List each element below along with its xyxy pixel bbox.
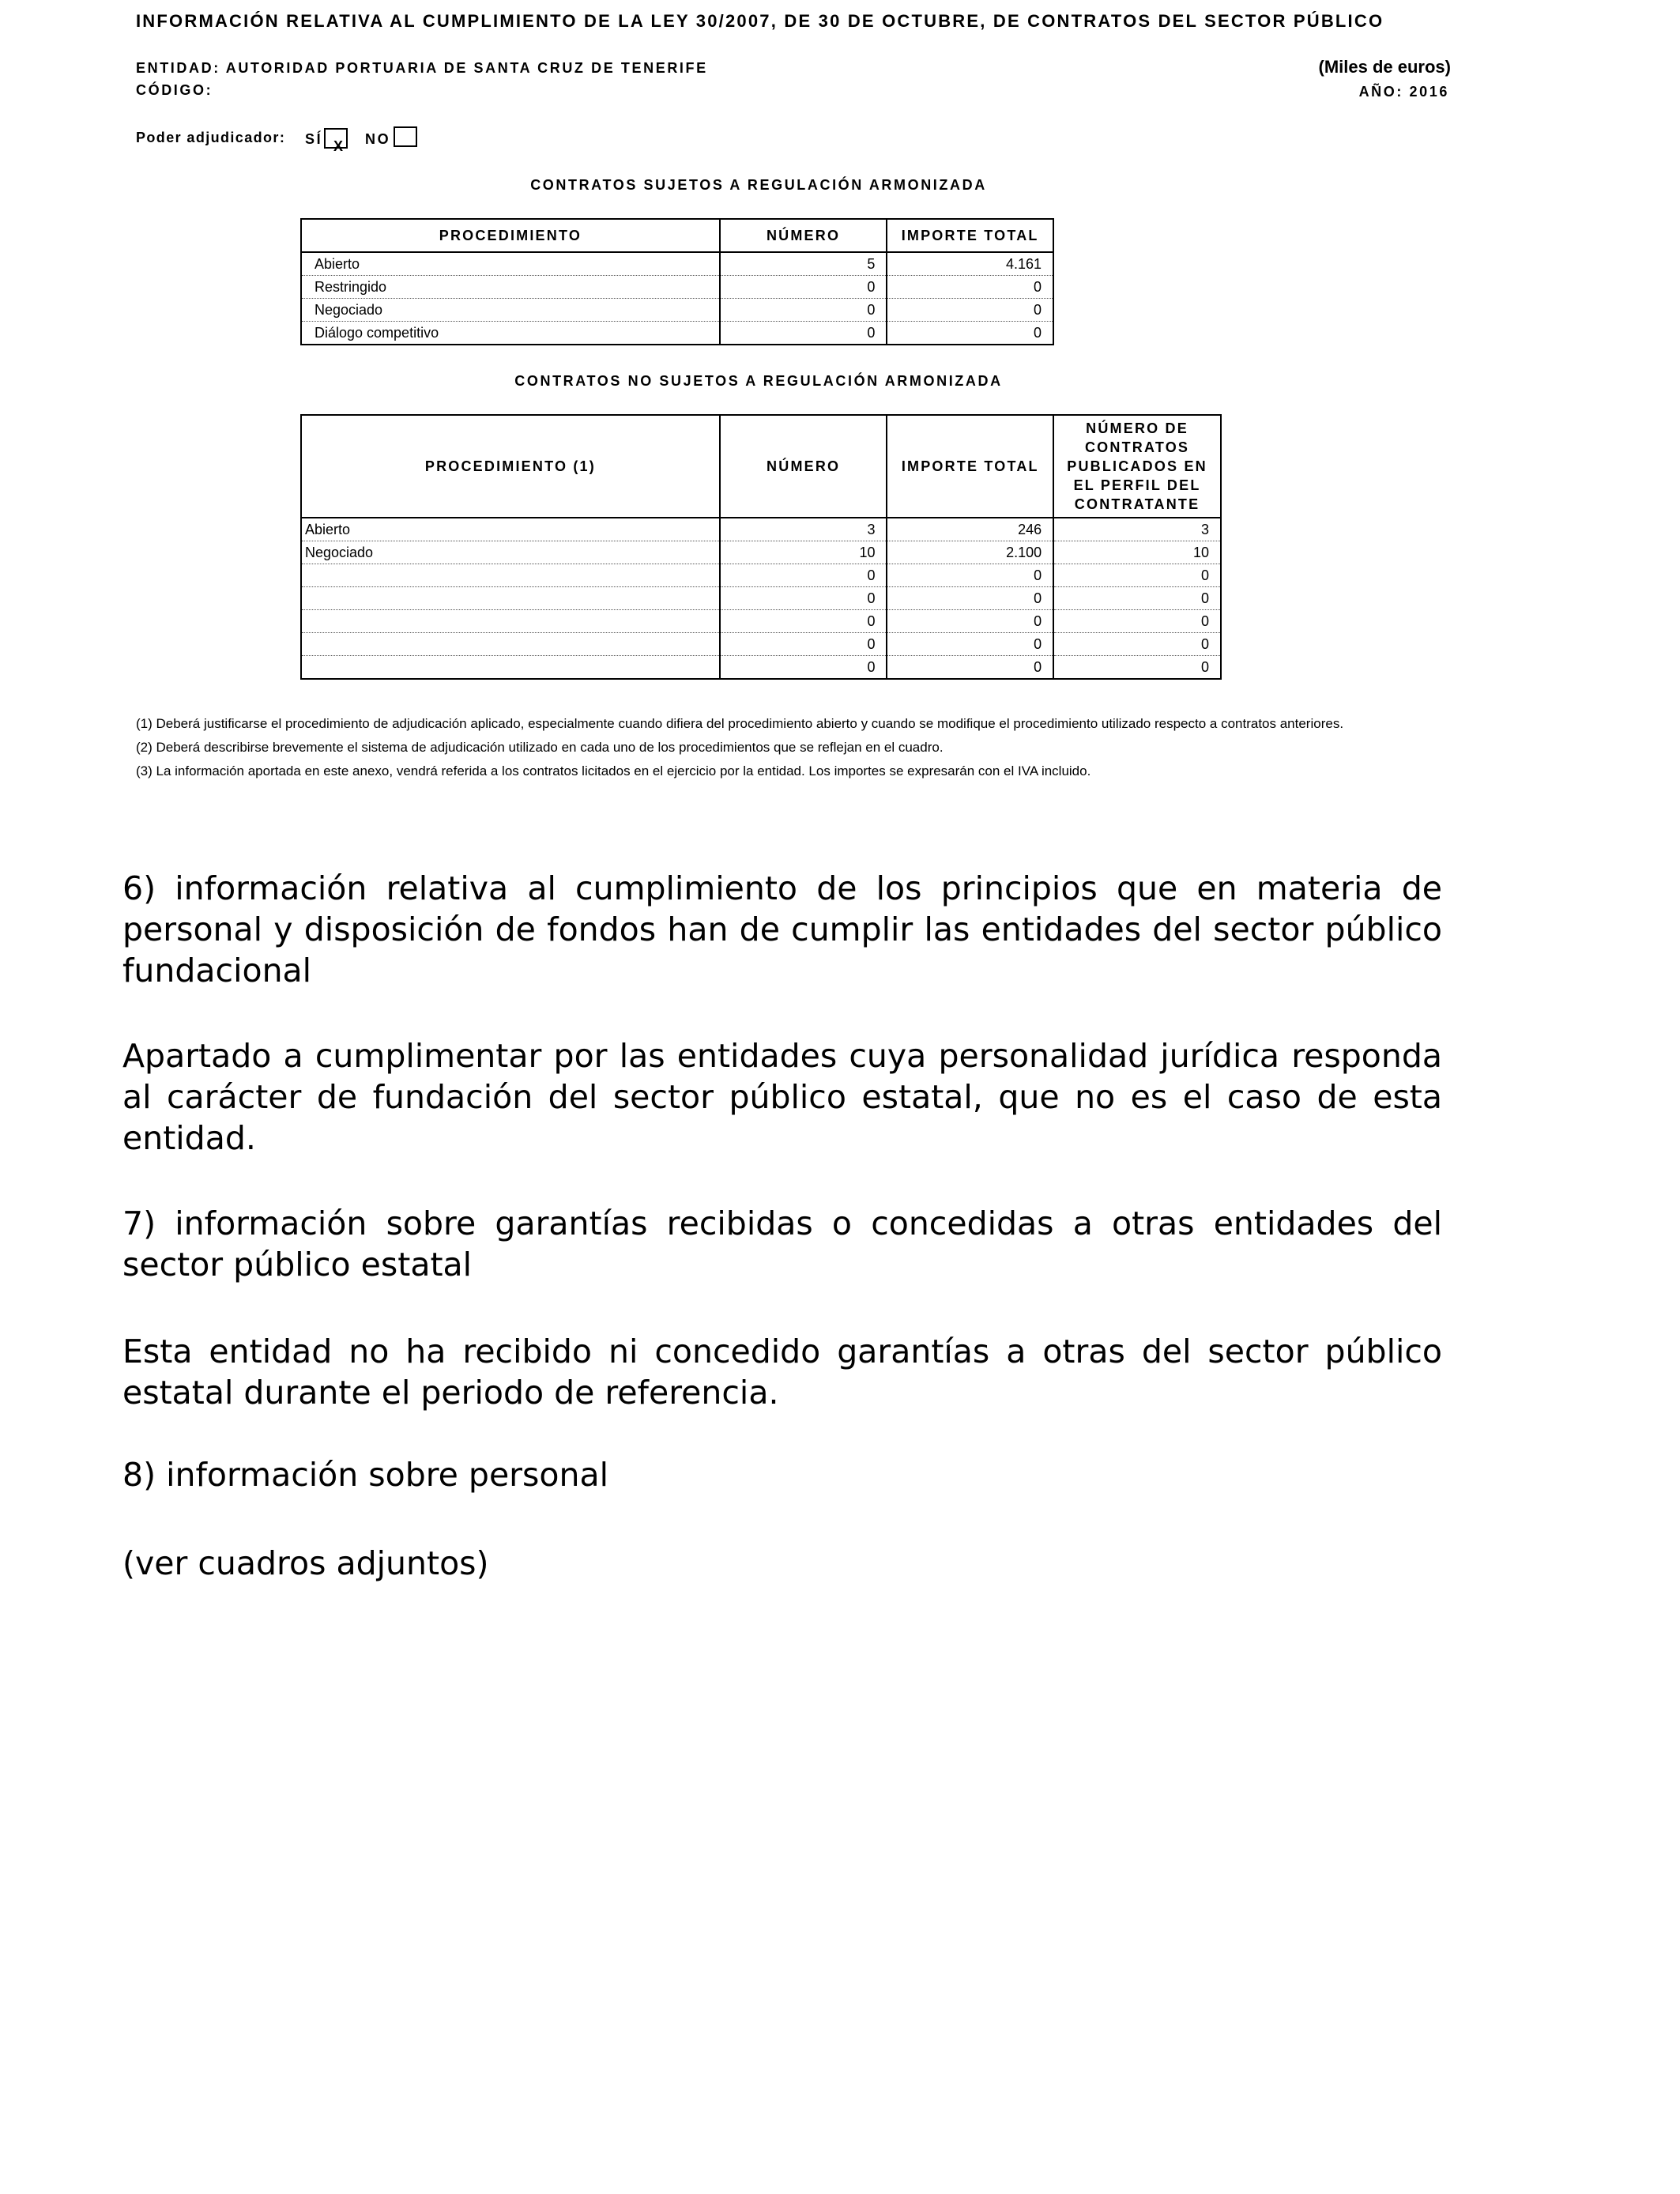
checkmark-icon: X [333,138,344,154]
cell-importe: 0 [887,587,1053,610]
section-6-heading: 6) información relativa al cumplimiento de los principios que en materia de personal y disposición de fondos han de cumplir las entidades del sector público fundacional [122,869,1442,990]
cell-numero: 0 [720,633,887,656]
year-label: AÑO: 2016 [1358,84,1449,100]
cell-importe: 2.100 [887,541,1053,564]
cell-procedimiento [301,633,720,656]
table-row [301,276,1053,299]
cell-numero: 0 [720,656,887,680]
footnote-3: (3) La información aportada en este anexo, vendrá referida a los contratos licitados en el ejercicio por la entidad. Los importes se expresarán con el IVA incluido. [136,763,1091,778]
cell-procedimiento: Negociado [301,541,720,564]
cell-importe: 0 [887,322,1053,345]
cell-importe: 0 [887,276,1053,299]
table-row [301,518,1221,541]
section-7-heading: 7) información sobre garantías recibidas o concedidas a otras entidades del sector público estatal [122,1204,1442,1284]
cell-perfil: 0 [1053,633,1221,656]
col-procedimiento: PROCEDIMIENTO [301,219,720,252]
table-row [301,564,1221,587]
section-6-body: Apartado a cumplimentar por las entidades cuya personalidad jurídica responda al carácter de fundación del sector público estatal, que no es el caso de esta entidad. [122,1037,1442,1157]
cell-numero: 3 [720,518,887,541]
armonizada-title: CONTRATOS SUJETOS A REGULACIÓN ARMONIZADA [530,177,987,193]
table-row [301,299,1053,322]
cell-numero: 0 [720,322,887,345]
cell-procedimiento: Abierto [301,518,720,541]
table-row [301,587,1221,610]
cell-procedimiento [301,587,720,610]
cell-perfil: 0 [1053,656,1221,680]
no-checkbox[interactable] [394,126,417,147]
col-importe: IMPORTE TOTAL [887,415,1053,518]
cell-importe: 246 [887,518,1053,541]
table-row [301,633,1221,656]
cell-numero: 0 [720,564,887,587]
si-checkbox[interactable] [324,128,348,154]
col-perfil-contratante: NÚMERO DE CONTRATOS PUBLICADOS EN EL PERFIL DEL CONTRATANTE [1053,415,1221,518]
currency-unit: (Miles de euros) [1318,57,1451,77]
cell-importe: 0 [887,610,1053,633]
cell-numero: 0 [720,587,887,610]
cell-procedimiento [301,656,720,680]
no-armonizada-table [300,414,1222,680]
section-7-body: Esta entidad no ha recibido ni concedido garantías a otras del sector público estatal durante el periodo de referencia. [122,1333,1442,1412]
no-armonizada-title: CONTRATOS NO SUJETOS A REGULACIÓN ARMONIZADA [514,373,1003,389]
cell-numero: 5 [720,252,887,276]
cell-procedimiento: Abierto [301,252,720,276]
cell-importe: 0 [887,564,1053,587]
cell-perfil: 10 [1053,541,1221,564]
cell-numero: 0 [720,276,887,299]
table-row [301,322,1053,345]
cell-importe: 4.161 [887,252,1053,276]
cell-numero: 0 [720,299,887,322]
col-procedimiento: PROCEDIMIENTO (1) [301,415,720,518]
cell-perfil: 0 [1053,610,1221,633]
poder-adjudicador-label: Poder adjudicador: [136,130,286,145]
table-row [301,610,1221,633]
footnote-2: (2) Deberá describirse brevemente el sistema de adjudicación utilizado en cada uno de los procedimientos que se reflejan en el cuadro. [136,740,944,755]
table-row [301,252,1053,276]
cell-numero: 10 [720,541,887,564]
section-8-heading: 8) información sobre personal [122,1456,608,1494]
section-8-body: (ver cuadros adjuntos) [122,1544,489,1582]
cell-procedimiento [301,610,720,633]
codigo-label: CÓDIGO: [136,82,213,98]
col-numero: NÚMERO [720,219,887,252]
document-title: INFORMACIÓN RELATIVA AL CUMPLIMIENTO DE LA LEY 30/2007, DE 30 DE OCTUBRE, DE CONTRATOS DEL SECTOR PÚBLICO [136,11,1384,31]
cell-perfil: 0 [1053,587,1221,610]
cell-importe: 0 [887,633,1053,656]
table-row [301,541,1221,564]
cell-perfil: 0 [1053,564,1221,587]
entidad-label: ENTIDAD: AUTORIDAD PORTUARIA DE SANTA CRUZ DE TENERIFE [136,60,708,76]
cell-procedimiento: Restringido [301,276,720,299]
cell-perfil: 3 [1053,518,1221,541]
table-row [301,656,1221,680]
col-numero: NÚMERO [720,415,887,518]
cell-importe: 0 [887,299,1053,322]
footnote-1: (1) Deberá justificarse el procedimiento de adjudicación aplicado, especialmente cuando difiera del procedimiento abierto y cuando se modifique el procedimiento utilizado respecto a contratos anteriores. [136,716,1344,731]
cell-numero: 0 [720,610,887,633]
cell-procedimiento: Diálogo competitivo [301,322,720,345]
cell-procedimiento [301,564,720,587]
col-importe: IMPORTE TOTAL [887,219,1053,252]
cell-procedimiento: Negociado [301,299,720,322]
si-label: SÍ [305,131,323,147]
cell-importe: 0 [887,656,1053,680]
armonizada-table [300,218,1054,345]
no-label: NO [365,131,391,147]
